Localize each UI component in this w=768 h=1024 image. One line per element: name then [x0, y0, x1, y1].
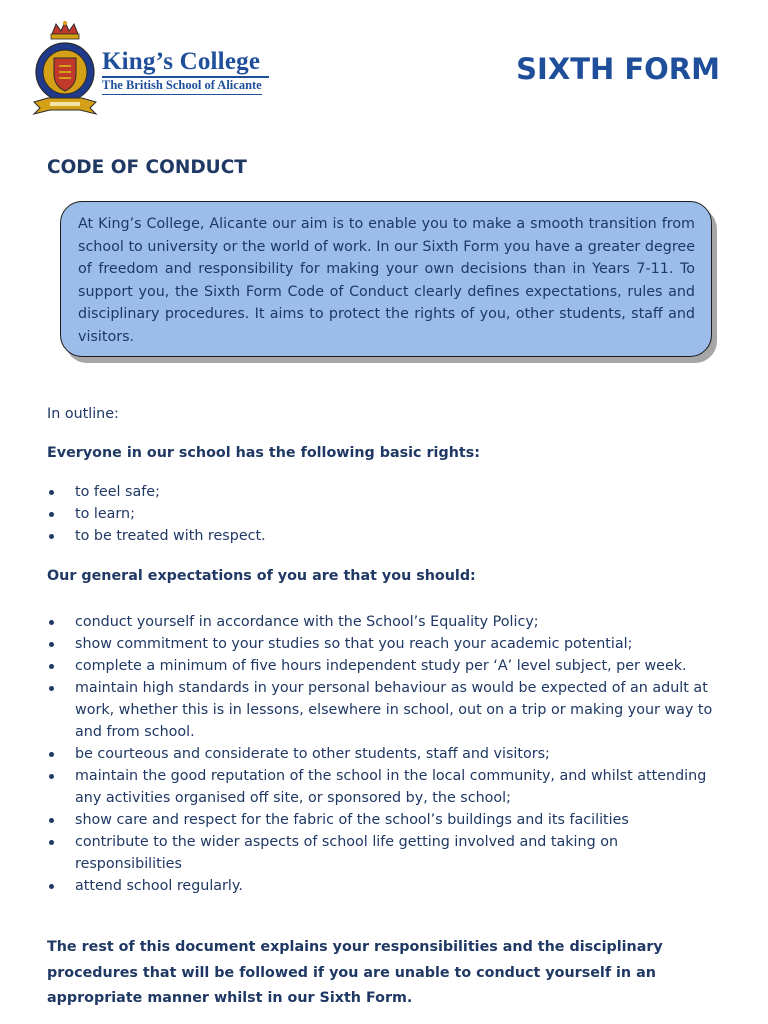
closing-paragraph: The rest of this document explains your responsibilities and the disciplinary procedures that will be followed if you are unable to conduct yourself in an appropriate manner whilst in our Sixth Form.	[47, 939, 663, 1006]
expectations-heading: Our general expectations of you are that you should:	[47, 568, 476, 584]
outline-label: In outline:	[47, 406, 119, 422]
rights-heading: Everyone in our school has the following basic rights:	[47, 445, 480, 461]
school-crest-icon	[30, 20, 100, 116]
intro-text: At King’s College, Alicante our aim is to enable you to make a smooth transition from school to university or the world of work. In our Sixth Form you have a greater degree of freedom and responsibility for making your own decisions than in Years 7-11. To support you, the Sixth Form Code of Conduct clearly defines expectations, rules and disciplinary procedures. It aims to protect the rights of you, other students, staff and visitors.	[78, 216, 695, 345]
list-item: conduct yourself in accordance with the School’s Equality Policy;	[47, 611, 727, 633]
list-item: contribute to the wider aspects of school life getting involved and taking on responsibilities	[47, 831, 727, 875]
list-item: maintain the good reputation of the school in the local community, and whilst attending any activities organised off site, or sponsored by, the school;	[47, 765, 727, 809]
list-item: show commitment to your studies so that you reach your academic potential;	[47, 633, 727, 655]
list-item: attend school regularly.	[47, 875, 727, 897]
list-item: maintain high standards in your personal behaviour as would be expected of an adult at work, whether this is in lessons, elsewhere in school, out on a trip or making your way to and from school.	[47, 677, 727, 743]
list-item: to learn;	[47, 503, 727, 525]
intro-box	[60, 201, 712, 357]
school-subtitle: The British School of Alicante	[102, 78, 262, 95]
expectations-list	[47, 611, 727, 897]
list-item: be courteous and considerate to other students, staff and visitors;	[47, 743, 727, 765]
list-item: to feel safe;	[47, 481, 727, 503]
school-name: King’s College	[102, 48, 261, 75]
document-title: CODE OF CONDUCT	[47, 157, 247, 178]
list-item: to be treated with respect.	[47, 525, 727, 547]
rights-list	[47, 481, 727, 547]
section-title: SIXTH FORM	[516, 52, 720, 86]
list-item: complete a minimum of five hours independent study per ‘A’ level subject, per week.	[47, 655, 727, 677]
list-item: show care and respect for the fabric of the school’s buildings and its facilities	[47, 809, 727, 831]
